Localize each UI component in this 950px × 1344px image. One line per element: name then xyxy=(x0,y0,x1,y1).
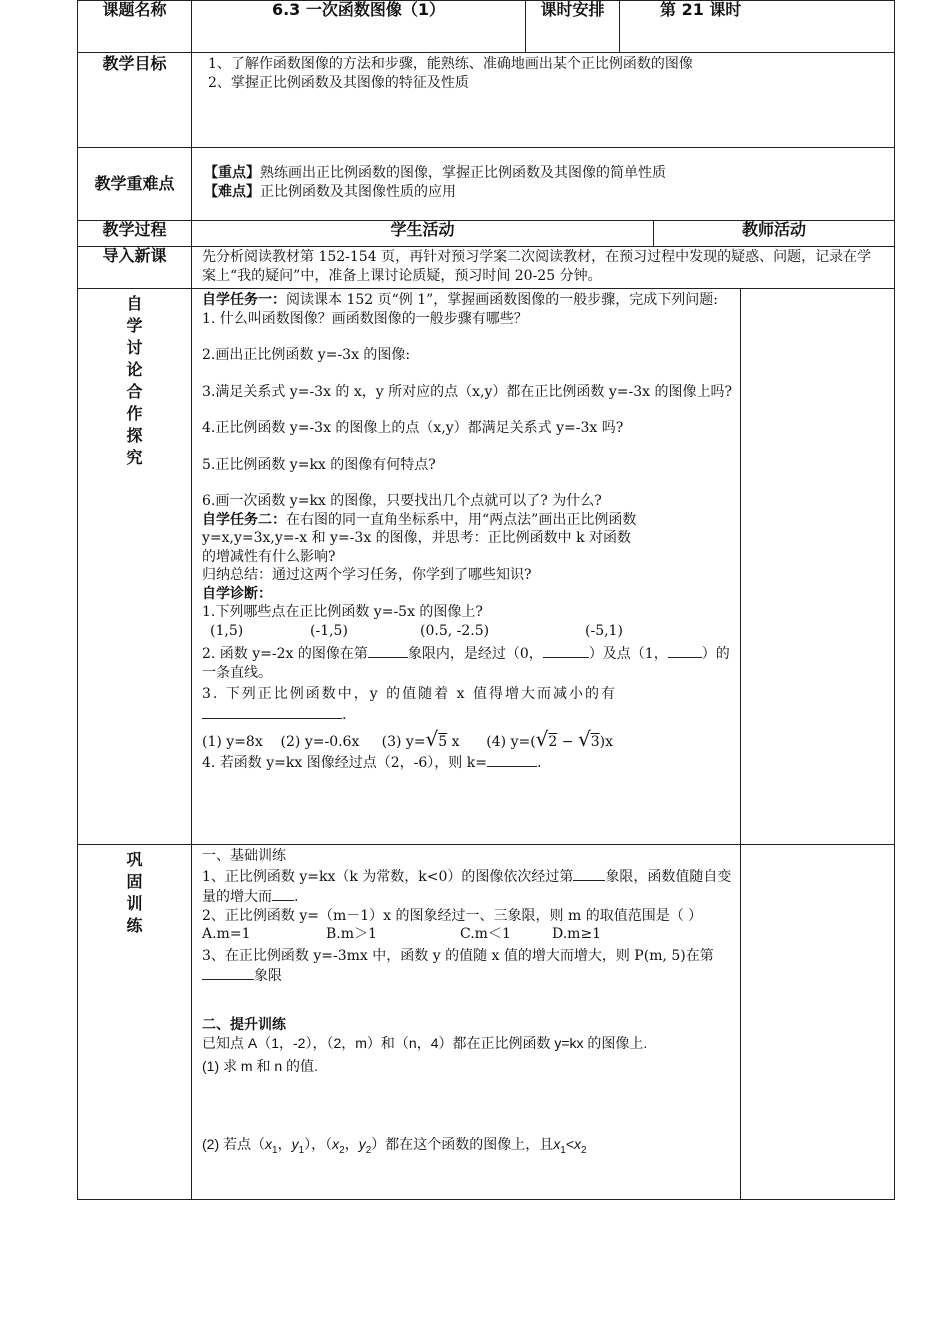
diag-3-options: (1) y=8x (2) y=-0.6x (3) y=√5 x (4) y=(√2 − √3)x xyxy=(202,727,614,751)
goal-item: 1、了解作函数图像的方法和步骤，能熟练、准确地画出某个正比例函数的图像 xyxy=(208,56,693,72)
advanced-1: (1) 求 m 和 n 的值. xyxy=(202,1057,318,1074)
explore-label: 自 学 讨 论 合 作 探 究 xyxy=(78,289,192,845)
basic-3: 3、在正比例函数 y=-3mx 中，函数 y 的值随 x 值的增大而增大，则 P(m, 5)在第象限 xyxy=(202,947,714,984)
process-label: 教学过程 xyxy=(78,221,192,247)
diag-1-options: (1,5) (-1,5) (0.5, -2.5) (-5,1) xyxy=(210,622,623,639)
practice-label: 巩 固 训 练 xyxy=(78,845,192,1200)
course-label: 课题名称 xyxy=(78,1,192,53)
question-6: 6.画一次函数 y=kx 的图像，只要找出几个点就可以了? 为什么? xyxy=(202,493,602,509)
key-text: 熟练画出正比例函数的图像，掌握正比例函数及其图像的简单性质 xyxy=(260,165,666,181)
teacher-activity-header: 教师活动 xyxy=(654,221,895,247)
intro-label: 导入新课 xyxy=(78,247,192,289)
basic-1: 1、正比例函数 y=kx（k 为常数，k<0）的图像依次经过第 象限，函数值随自变量的增大而 . xyxy=(202,866,732,907)
hard-tag: 【难点】 xyxy=(204,183,260,200)
advanced-title: 二、提升训练 xyxy=(202,1016,286,1033)
schedule-label: 课时安排 xyxy=(526,1,620,53)
diag-1: 1.下列哪些点在正比例函数 y=-5x 的图像上? xyxy=(202,604,483,620)
explore-content: 自学任务一：阅读课本 152 页“例 1”，掌握画函数图像的一般步骤，完成下列问题: 1. 什么叫函数图像？画函数图像的一般步骤有哪些？ 2.画出正比例函数 y=-3x 的图像: 3.满足关系式 y=-3x 的 x，y 所对应的点（x,y）都在正比例函数 y=-3x 的图像上吗? 4.正比例函数 y=-3x 的图像上的点（x,y）都满足关系式 y=-3x 吗? 5.正比例函数 y=kx 的图像有何特点? 6.画一次函数 y=kx 的图像，只要找出几个点就可以了? 为什么? 自学任务二：在右图的同一直角坐标系中，用“两点法”画出正比例函数 y=x,y=3x,y=-x 和 y=-3x 的图像，并思考：正比例函数中 k 对函数的增减性有什么影响? 归纳总结：通过这两个学习任务，你学到了哪些知识? 自学诊断： 1.下列哪些点在正比例函数 y=-5x 的图像上? (1,5) (-1,5) (0.5, -2.5) (-5,1) 2. 函数 y=-2x 的图像在第 象限内，是经过（0， ）及点（1， ）的一条直线。 3. 下列正比例函数中，y 的值随着 x 值得增大而减小的有 . (1) y=8x (2) y=-0.6x (3) y=√5 x (4) y=(√2 − √3)x 4. 若函数 y=kx 图像经过点（2，-6），则 k= . xyxy=(192,289,741,845)
goal-item: 2、掌握正比例函数及其图像的特征及性质 xyxy=(208,74,469,91)
keypoints-content xyxy=(192,148,895,221)
task2-title: 自学任务二： xyxy=(202,511,286,528)
basic-2-options: A.m=1 B.m＞1 C.m＜1 D.m≥1 xyxy=(202,926,602,942)
course-title: 6.3 一次函数图像（1） xyxy=(192,1,526,53)
intro-text: 先分析阅读教材第 152-154 页，再针对预习学案二次阅读教材，在预习过程中发现的疑惑、问题，记录在学案上“我的疑问”中，准备上课讨论质疑，预习时间 20-25 分钟。 xyxy=(192,247,895,289)
goals-content xyxy=(192,53,895,148)
advanced-2: (2) 若点（$x_1$，$y_1$），（$x_2$，$y_2$）都在这个函数的图像上，且$x_1<x_2$ xyxy=(202,1136,587,1156)
teacher-notes-explore xyxy=(741,289,895,845)
key-tag: 【重点】 xyxy=(204,165,260,181)
task1-title: 自学任务一： xyxy=(202,292,286,308)
practice-content xyxy=(192,845,741,1200)
diag-4: 4. 若函数 y=kx 图像经过点（2，-6），则 k= . xyxy=(202,752,732,773)
lesson-plan-table xyxy=(77,0,895,1200)
goals-label: 教学目标 xyxy=(78,53,192,148)
schedule-value: 第 21 课时 xyxy=(620,1,895,53)
student-activity-header: 学生活动 xyxy=(192,221,654,247)
basic-title: 一、基础训练 xyxy=(202,848,286,864)
diagnosis-title: 自学诊断： xyxy=(202,585,272,602)
hard-text: 正比例函数及其图像性质的应用 xyxy=(260,183,456,200)
question-1: 1. 什么叫函数图像？画函数图像的一般步骤有哪些？ xyxy=(202,310,528,327)
keypoints-label: 教学重难点 xyxy=(78,148,192,221)
diag-3: 3. 下列正比例函数中，y 的值随着 x 值得增大而减小的有 xyxy=(202,686,617,702)
question-5: 5.正比例函数 y=kx 的图像有何特点? xyxy=(202,456,436,473)
teacher-notes-practice xyxy=(741,845,895,1200)
summary: 归纳总结：通过这两个学习任务，你学到了哪些知识? xyxy=(202,567,532,583)
task1-text: 阅读课本 152 页“例 1”，掌握画函数图像的一般步骤，完成下列问题: xyxy=(286,292,719,308)
question-2: 2.画出正比例函数 y=-3x 的图像: xyxy=(202,347,411,363)
diag-2: 2. 函数 y=-2x 的图像在第 象限内，是经过（0， ）及点（1， ）的一条直线。 xyxy=(202,643,732,682)
advanced-text: 已知点 A（1，-2），（2，m）和（n，4）都在正比例函数 y=kx 的图像上. xyxy=(202,1035,648,1051)
task2-text: 在右图的同一直角坐标系中，用“两点法”画出正比例函数 y=x,y=3x,y=-x 和 y=-3x 的图像，并思考：正比例函数中 k 对函数的增减性有什么影响? xyxy=(202,511,637,565)
question-4: 4.正比例函数 y=-3x 的图像上的点（x,y）都满足关系式 y=-3x 吗? xyxy=(202,420,624,436)
question-3: 3.满足关系式 y=-3x 的 x，y 所对应的点（x,y）都在正比例函数 y=-3x 的图像上吗? xyxy=(202,383,732,400)
basic-2: 2、正比例函数 y=（m－1）x 的图象经过一、三象限，则 m 的取值范围是（ ） xyxy=(202,907,703,924)
